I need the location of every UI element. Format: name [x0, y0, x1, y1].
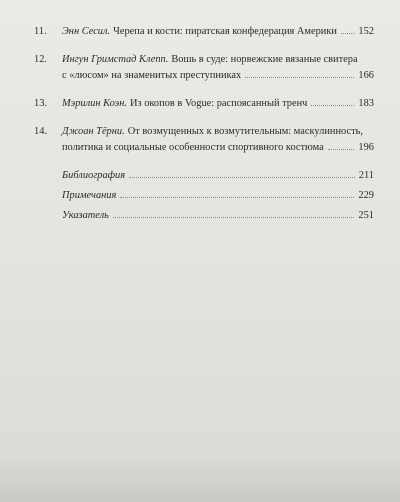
toc-entry-12 [34, 52, 374, 84]
toc-line [34, 168, 374, 184]
page-shadow [0, 452, 400, 502]
page-number: 229 [358, 190, 374, 201]
chapter-title: От возмущенных к возмутительным: маскулинность, [127, 126, 363, 137]
toc-line [34, 52, 374, 68]
toc-line [34, 208, 374, 224]
chapter-number: 12. [34, 54, 47, 65]
chapter-number: 13. [34, 98, 47, 109]
dot-leader [328, 149, 355, 150]
back-matter-label: Библиография [62, 170, 126, 181]
page-number: 152 [358, 26, 374, 37]
page-number: 166 [358, 70, 374, 81]
chapter-author: Джоан Тёрни. [62, 126, 125, 137]
chapter-title: Вошь в суде: норвежские вязаные свитера [171, 54, 358, 65]
page-number: 251 [358, 210, 374, 221]
chapter-title-continued: с «люсом» на знаменитых преступниках [62, 70, 242, 81]
chapter-number: 11. [34, 26, 47, 37]
toc-entry-14 [34, 124, 374, 156]
chapter-author: Мэрилин Коэн. [62, 98, 128, 109]
dot-leader [113, 217, 355, 218]
chapter-title-line [62, 52, 358, 68]
toc-line [34, 140, 374, 156]
toc-entry-11 [34, 24, 374, 40]
chapter-title-line [62, 24, 337, 40]
chapter-author: Ингун Гримстад Клепп. [62, 54, 169, 65]
chapter-author: Энн Сесил. [62, 26, 111, 37]
page-number: 183 [358, 98, 374, 109]
toc-index [34, 208, 374, 224]
toc-bibliography [34, 168, 374, 184]
dot-leader [120, 197, 354, 198]
toc-line [34, 24, 374, 40]
chapter-number: 14. [34, 126, 47, 137]
toc-line [34, 96, 374, 112]
page-number: 211 [358, 170, 374, 181]
table-of-contents [34, 24, 374, 228]
chapter-title: Черепа и кости: пиратская конфедерация Америки [113, 26, 337, 37]
toc-entry-13 [34, 96, 374, 112]
toc-line [34, 68, 374, 84]
bleed-through-shadow [320, 0, 400, 24]
chapter-title-continued: политика и социальные особенности спортивного костюма [62, 142, 324, 153]
toc-line [34, 188, 374, 204]
page-number: 196 [358, 142, 374, 153]
back-matter-label: Указатель [62, 210, 109, 221]
toc-notes [34, 188, 374, 204]
dot-leader [129, 177, 355, 178]
dot-leader [245, 77, 354, 78]
dot-leader [311, 105, 354, 106]
chapter-title-line [62, 96, 307, 112]
dot-leader [341, 33, 354, 34]
chapter-title-line [62, 124, 363, 140]
back-matter-label: Примечания [62, 190, 117, 201]
toc-line [34, 124, 374, 140]
chapter-title: Из окопов в Vogue: распоясанный тренч [130, 98, 308, 109]
